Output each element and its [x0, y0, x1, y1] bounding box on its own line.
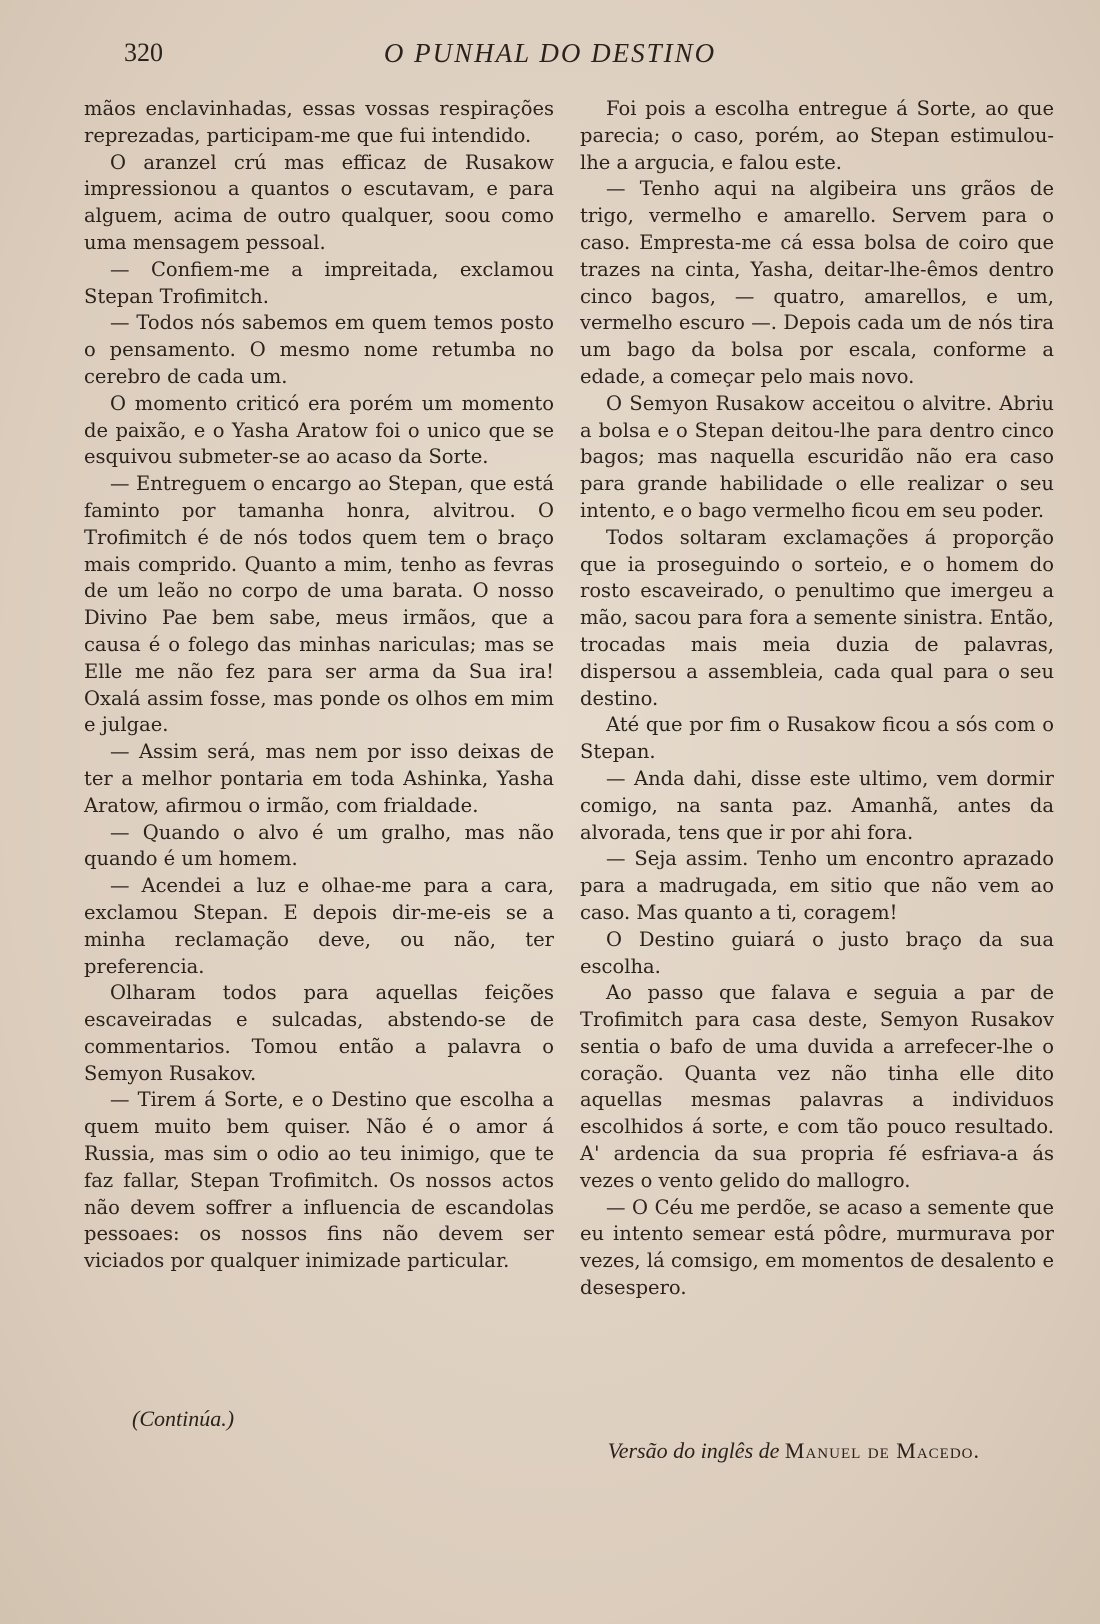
paragraph: Foi pois a escolha entregue á Sorte, ao que parecia; o caso, porém, ao Stepan estimulou-lhe a argucia, e falou este. — [580, 97, 1054, 174]
paragraph: — Quando o alvo é um gralho, mas não quando é um homem. — [84, 820, 554, 871]
credit-label: Versão do inglês de — [607, 1438, 780, 1463]
continued-note: (Continúa.) — [132, 1406, 235, 1431]
left-column — [84, 96, 554, 1275]
paragraph: — Assim será, mas nem por isso deixas de ter a melhor pontaria em toda Ashinka, Yasha Aratow, afirmou o irmão, com frialdade. — [84, 740, 554, 817]
paragraph: O Semyon Rusakow acceitou o alvitre. Abriu a bolsa e o Stepan deitou-lhe para dentro cinco bagos; mas naquella escuridão não era caso para grande habilidade o elle realizar o seu intento, e o bago vermelho ficou em seu poder. — [580, 391, 1054, 522]
paragraph: — Acendei a luz e olhae-me para a cara, exclamou Stepan. E depois dir-me-eis se a minha reclamação deve, ou não, ter preferencia. — [84, 874, 554, 978]
paragraph: mãos enclavinhadas, essas vossas respirações reprezadas, participam-me que fui intendido. — [84, 97, 554, 147]
paragraph: Ao passo que falava e seguia a par de Trofimitch para casa deste, Semyon Rusakov sentia o bafo de uma duvida a arrefecer-lhe o coração. Quanta vez não tinha elle dito aquellas mesmas palavras a individuos escolhidos á sorte, e com tão pouco resultado. A' ardencia da sua propria fé esfriava-a ás vezes o vento gelido do mallogro. — [580, 981, 1054, 1192]
translation-credit — [608, 1438, 980, 1464]
paragraph: — Todos nós sabemos em quem temos posto o pensamento. O mesmo nome retumba no cerebro de cada um. — [84, 311, 554, 388]
paragraph: O momento criticó era porém um momento de paixão, e o Yasha Aratow foi o unico que se esquivou submeter-se ao acaso da Sorte. — [84, 391, 554, 469]
page-header — [0, 38, 1100, 78]
paragraph: O aranzel crú mas efficaz de Rusakow impressionou a quantos o escutavam, e para alguem, acima de outro qualquer, soou como uma mensagem pessoal. — [84, 150, 554, 254]
paragraph: — Seja assim. Tenho um encontro aprazado para a madrugada, em sitio que não vem ao caso. Mas quanto a ti, coragem! — [580, 847, 1054, 924]
paragraph: Todos soltaram exclamações á proporção que ia proseguindo o sorteio, e o homem do rosto escaveirado, o penultimo que imergeu a mão, sacou para fora a semente sinistra. Então, trocadas mais meia duzia de palavras, dispersou a assembleia, cada qual para o seu destino. — [580, 525, 1054, 710]
paragraph: — Entreguem o encargo ao Stepan, que está faminto por tamanha honra, alvitrou. O Trofimitch é de nós todos quem tem o braço mais comprido. Quanto a mim, tenho as fevras de um leão no corpo de uma barata. O nosso Divino Pae bem sabe, meus irmãos, que a causa é o folego das minhas nariculas; mas se Elle me não fez para ser arma da Sua ira! Oxalá assim fosse, mas ponde os olhos em mim e julgae. — [84, 472, 554, 737]
paragraph: O Destino guiará o justo braço da sua escolha. — [580, 927, 1054, 978]
paragraph: — Confiem-me a impreitada, exclamou Stepan Trofimitch. — [84, 257, 554, 308]
paragraph: — O Céu me perdõe, se acaso a semente que eu intento semear está pôdre, murmurava por vezes, lá comsigo, em momentos de desalento e desespero. — [580, 1195, 1054, 1300]
page-number: 320 — [124, 38, 163, 67]
paragraph: — Tirem á Sorte, e o Destino que escolha a quem muito bem quiser. Não é o amor á Russia, mas sim o odio ao teu inimigo, que te faz fallar, Stepan Trofimitch. Os nossos actos não devem soffrer a influencia de escandolas pessoaes: os nossos fins não devem ser viciados por qualquer inimizade particular. — [84, 1088, 554, 1273]
paragraph: Olharam todos para aquellas feições escaveiradas e sulcadas, abstendo-se de commentarios. Tomou então a palavra o Semyon Rusakov. — [84, 981, 554, 1085]
right-column — [580, 96, 1054, 1302]
paragraph: — Anda dahi, disse este ultimo, vem dormir comigo, na santa paz. Amanhã, antes da alvorada, tens que ir por ahi fora. — [580, 766, 1054, 844]
paragraph: — Tenho aqui na algibeira uns grãos de trigo, vermelho e amarello. Servem para o caso. Empresta-me cá essa bolsa de coiro que trazes na cinta, Yasha, deitar-lhe-êmos dentro cinco bagos, — quatro, amarellos, e um, vermelho escuro —. Depois cada um de nós tira um bago da bolsa por escala, conforme a edade, a começar pelo mais novo. — [580, 177, 1054, 388]
translator-name: Manuel de Macedo. — [784, 1438, 980, 1463]
paragraph: Até que por fim o Rusakow ficou a sós com o Stepan. — [580, 713, 1054, 764]
running-title: O PUNHAL DO DESTINO — [383, 38, 717, 68]
